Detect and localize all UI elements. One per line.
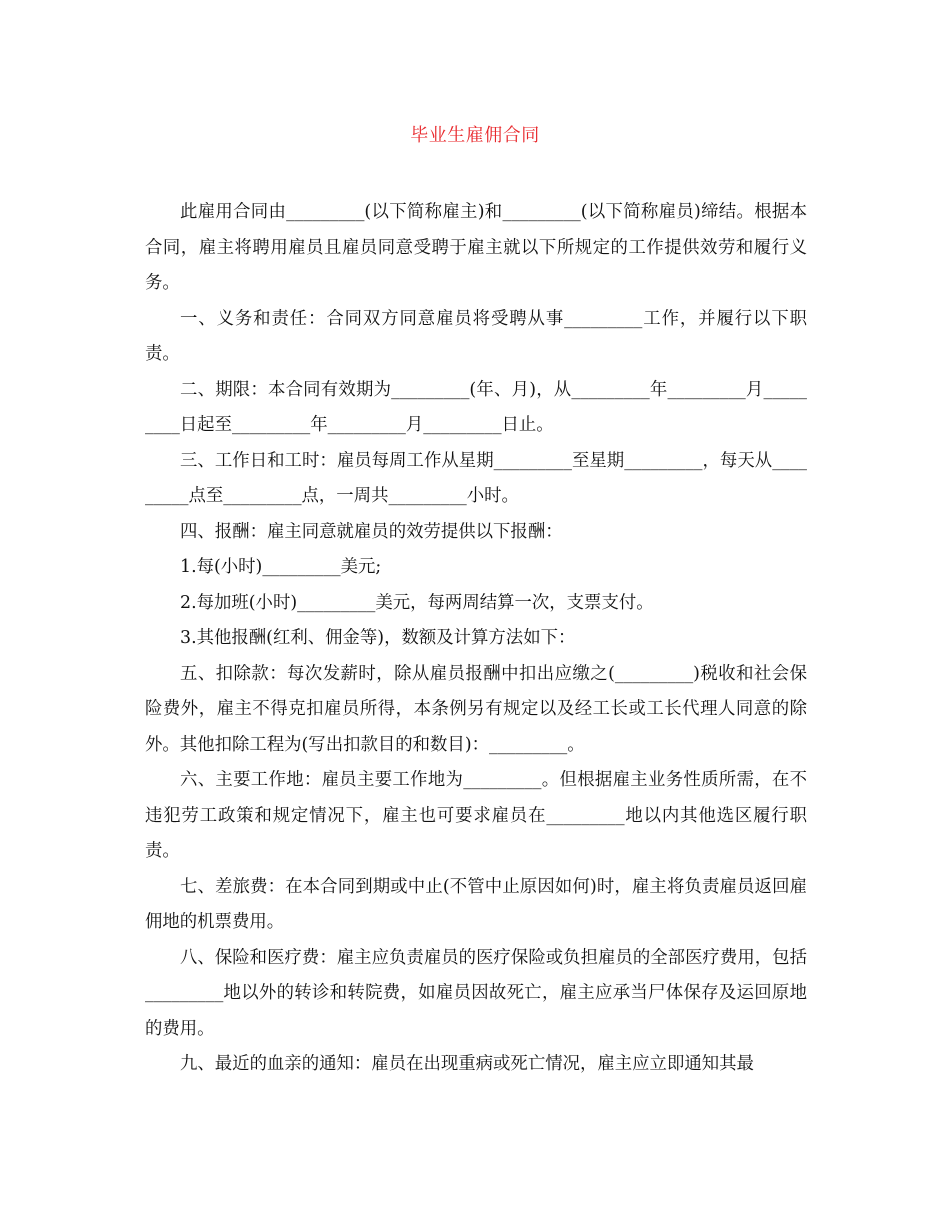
contract-body [145,195,807,1083]
paragraph-remuneration-item-3: 3.其他报酬(红利、佣金等)，数额及计算方法如下： [180,628,576,648]
paragraph-remuneration-item-2: 2.每加班(小时)_________美元，每两周结算一次，支票支付。 [180,592,654,613]
paragraph-working-hours: 三、工作日和工时：雇员每周工作从星期_________至星期_________，每天从_________点至_________点，一周共_________小时。 [145,450,807,506]
paragraph-term: 二、期限：本合同有效期为_________(年、月)，从_________年_________月_________日起至_________年_________月_________日止。 [145,379,807,435]
document-title: 毕业生雇佣合同 [410,125,540,146]
paragraph-next-of-kin: 九、最近的血亲的通知：雇员在出现重病或死亡情况，雇主应立即通知其最 [180,1054,754,1074]
paragraph-deductions: 五、扣除款：每次发薪时，除从雇员报酬中扣出应缴之(_________)税收和社会保险费外，雇主不得克扣雇员所得，本条例另有规定以及经工长或工长代理人同意的除外。其他扣除工程为(写出扣款目的和数目)：_________。 [145,663,807,755]
paragraph-duties: 一、义务和责任：合同双方同意雇员将受聘从事_________工作，并履行以下职责。 [145,308,807,364]
paragraph-workplace: 六、主要工作地：雇员主要工作地为_________。但根据雇主业务性质所需，在不违犯劳工政策和规定情况下，雇主也可要求雇员在_________地以内其他选区履行职责。 [145,770,807,861]
paragraph-remuneration-item-1: 1.每(小时)_________美元; [180,557,382,577]
paragraph-travel-expenses: 七、差旅费：在本合同到期或中止(不管中止原因如何)时，雇主将负责雇员返回雇佣地的机票费用。 [145,876,807,932]
paragraph-remuneration: 四、报酬：雇主同意就雇员的效劳提供以下报酬： [180,521,563,542]
paragraph-insurance-medical: 八、保险和医疗费：雇主应负责雇员的医疗保险或负担雇员的全部医疗费用，包括_________地以外的转诊和转院费，如雇员因故死亡，雇主应承当尸体保存及运回原地的费用。 [145,947,807,1039]
paragraph-intro: 此雇用合同由_________(以下简称雇主)和_________(以下简称雇员)缔结。根据本合同，雇主将聘用雇员且雇员同意受聘于雇主就以下所规定的工作提供效劳和履行义务。 [145,202,807,293]
